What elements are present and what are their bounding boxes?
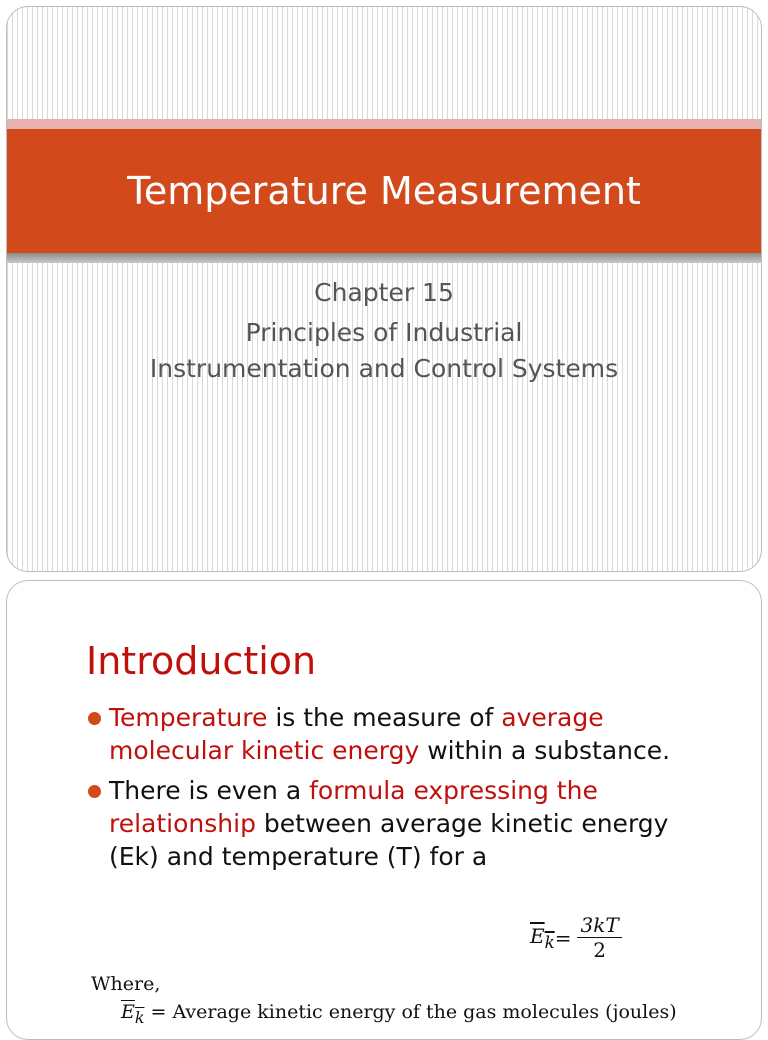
- bullet-text-highlight: Temperature: [109, 703, 268, 732]
- bullet-text: between average kinetic energy (Ek) and temperature (T) for a: [109, 809, 669, 871]
- formula-fraction: [577, 913, 621, 962]
- slide-title: Temperature Measurement: [127, 169, 641, 213]
- formula-numerator: 3kT: [577, 913, 621, 938]
- bullet-text: within a substance.: [419, 736, 671, 765]
- title-band-shadow: [7, 253, 761, 263]
- subtitle-book-line2: Instrumentation and Control Systems: [149, 354, 619, 383]
- formula-lhs: $E_k$: [530, 923, 555, 952]
- bullet-dot-icon: [88, 785, 101, 798]
- bullet-dot-icon: [88, 712, 101, 725]
- where-label: Where,: [91, 973, 161, 995]
- bullet-text-highlight: formula expressing the relationship: [109, 776, 598, 838]
- definition-symbol: $E_k$: [121, 1001, 145, 1027]
- slide-heading: Introduction: [86, 639, 317, 683]
- where-definition: [121, 1001, 677, 1027]
- formula-denominator: 2: [593, 938, 606, 962]
- bullet-item: [87, 701, 687, 767]
- subtitle-book-line1: Principles of Industrial: [245, 318, 523, 347]
- definition-text: = Average kinetic energy of the gas molecules (joules): [144, 1001, 677, 1023]
- introduction-slide: [6, 580, 762, 1040]
- kinetic-energy-formula: [530, 913, 622, 962]
- bullet-text: There is even a: [109, 776, 310, 805]
- subtitle-chapter: Chapter 15: [314, 278, 454, 307]
- bullet-list: [87, 701, 687, 891]
- title-slide: [6, 6, 762, 572]
- formula-image: [7, 891, 761, 1040]
- formula-equals: =: [554, 925, 572, 950]
- bullet-text-highlight: average molecular kinetic energy: [109, 703, 604, 765]
- bullet-item: [87, 774, 687, 873]
- bullet-text: is the measure of: [267, 703, 502, 732]
- slide-subtitle: [7, 275, 761, 387]
